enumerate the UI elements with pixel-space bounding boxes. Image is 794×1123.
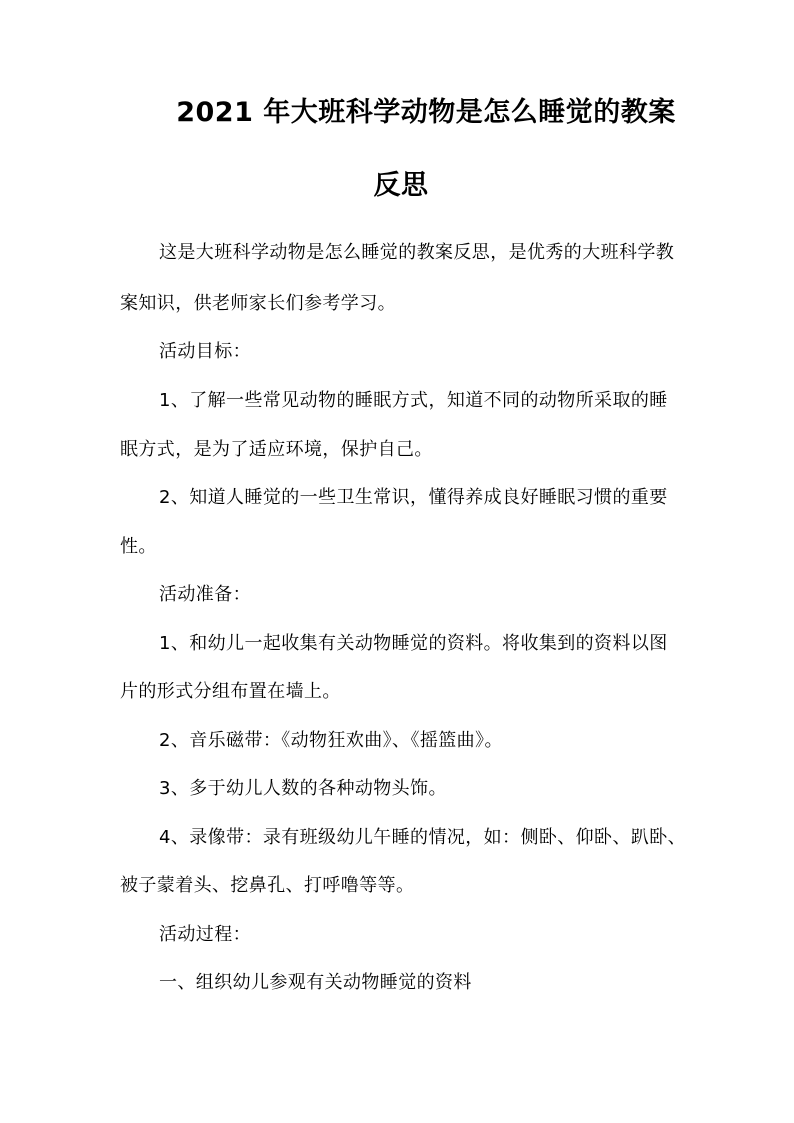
intro-paragraph-line-1: 这是大班科学动物是怎么睡觉的教案反思，是优秀的大班科学教 — [159, 242, 675, 263]
document-title-line-1: 2021 年大班科学动物是怎么睡觉的教案 — [176, 97, 676, 128]
prep-1-line-1: 1、和幼儿一起收集有关动物睡觉的资料。将收集到的资料以图 — [159, 633, 668, 654]
goal-1-line-2: 眠方式，是为了适应环境，保护自己。 — [120, 439, 433, 460]
intro-paragraph-line-2: 案知识，供老师家长们参考学习。 — [120, 293, 396, 314]
prep-2: 2、音乐磁带：《动物狂欢曲》、《摇篮曲》。 — [159, 730, 503, 751]
goal-2-line-1: 2、知道人睡觉的一些卫生常识，懂得养成良好睡眠习惯的重要 — [159, 487, 668, 508]
process-heading: 活动过程： — [159, 924, 251, 945]
prep-heading: 活动准备： — [159, 584, 251, 605]
prep-1-line-2: 片的形式分组布置在墙上。 — [120, 681, 341, 702]
goal-1-line-1: 1、了解一些常见动物的睡眠方式，知道不同的动物所采取的睡 — [159, 390, 668, 411]
goal-2-line-2: 性。 — [120, 536, 157, 557]
prep-3: 3、多于幼儿人数的各种动物头饰。 — [159, 778, 447, 799]
goal-heading: 活动目标： — [159, 341, 251, 362]
process-step-1: 一、组织幼儿参观有关动物睡觉的资料 — [159, 972, 472, 993]
document-title-line-2: 反思 — [373, 170, 429, 201]
prep-4-line-2: 被子蒙着头、挖鼻孔、打呼噜等等。 — [120, 875, 415, 896]
prep-4-line-1: 4、录像带：录有班级幼儿午睡的情况，如：侧卧、仰卧、趴卧、 — [159, 827, 687, 848]
